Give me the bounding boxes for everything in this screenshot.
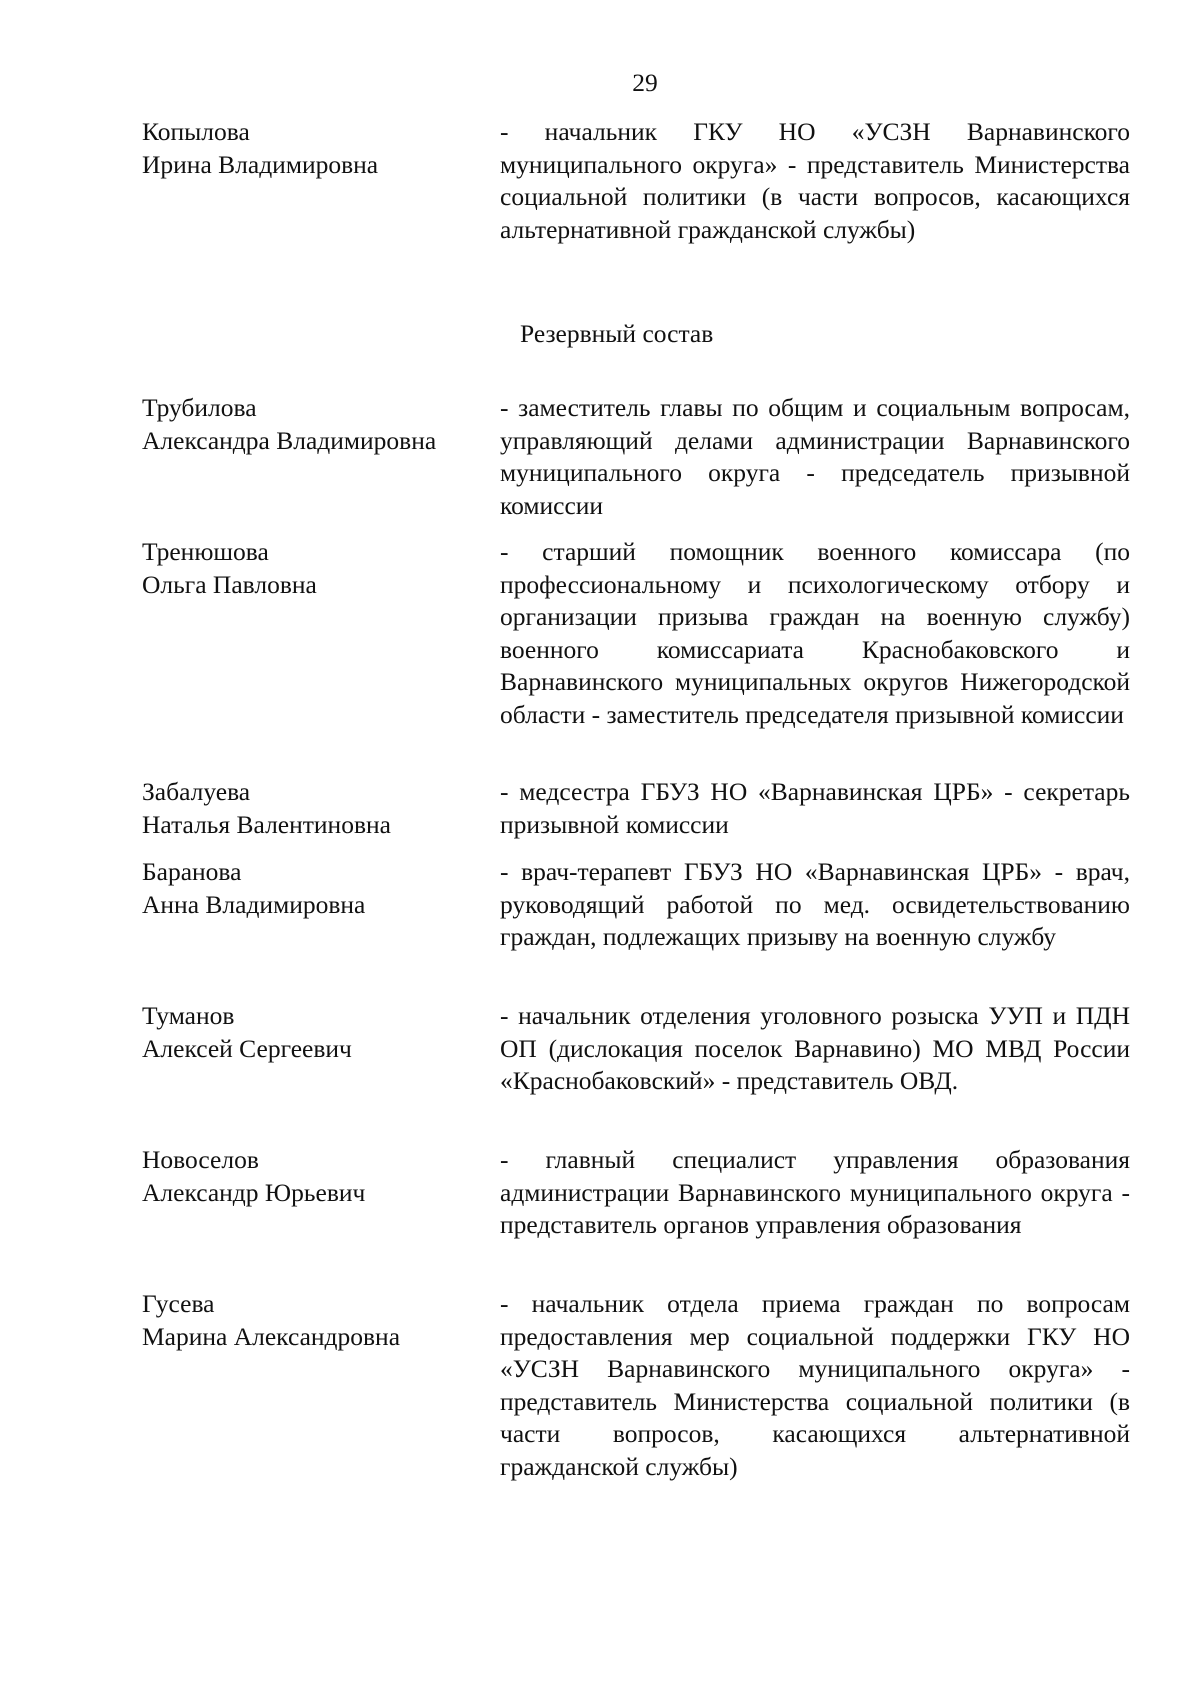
member-role: - старший помощник военного комиссара (по профессиональному и психологическому отбору и организации призыва граждан на военную службу) военного комиссариата Краснобаковского и Варнавинского муниципальных округов Нижегородской области - заместитель председателя призывной комиссии: [500, 537, 1130, 729]
member-name: [142, 776, 502, 841]
member-role: - врач-терапевт ГБУЗ НО «Варнавинская ЦРБ» - врач, руководящий работой по мед. освидетельствованию граждан, подлежащих призыву на военную службу: [500, 857, 1130, 952]
member-given-names: Александра Владимировна: [142, 425, 437, 455]
member-name: [142, 536, 502, 601]
member-given-names: Наталья Валентиновна: [142, 809, 391, 839]
member-surname: Копылова: [142, 117, 250, 146]
member-surname: Тренюшова: [142, 537, 269, 566]
reserve-heading: Резервный состав: [520, 319, 714, 348]
member-role: - начальник отдела приема граждан по вопросам предоставления мер социальной поддержки ГКУ НО «УСЗН Варнавинского муниципального округа» - представитель Министерства социальной политики (в части вопросов, касающихся альтернативной гражданской службы): [500, 1289, 1130, 1481]
member-name: [142, 856, 502, 921]
member-name: [142, 392, 502, 457]
member-name: [142, 1000, 502, 1065]
member-given-names: Ольга Павловна: [142, 569, 317, 599]
member-role: - заместитель главы по общим и социальным вопросам, управляющий делами администрации Варнавинского муниципального округа - председатель призывной комиссии: [500, 393, 1130, 520]
member-surname: Гусева: [142, 1289, 215, 1318]
page-number: 29: [632, 68, 658, 97]
member-role: - главный специалист управления образования администрации Варнавинского муниципального округа - представитель органов управления образования: [500, 1145, 1130, 1240]
member-given-names: Анна Владимировна: [142, 889, 366, 919]
member-given-names: Марина Александровна: [142, 1321, 401, 1351]
member-given-names: Алексей Сергеевич: [142, 1033, 352, 1063]
member-surname: Баранова: [142, 857, 242, 886]
member-role: - начальник ГКУ НО «УСЗН Варнавинского муниципального округа» - представитель Министерства социальной политики (в части вопросов, касающихся альтернативной гражданской службы): [500, 117, 1130, 244]
member-surname: Туманов: [142, 1001, 235, 1030]
member-surname: Трубилова: [142, 393, 257, 422]
member-surname: Забалуева: [142, 777, 251, 806]
member-name: [142, 1288, 502, 1353]
member-name: [142, 1144, 502, 1209]
member-given-names: Ирина Владимировна: [142, 149, 379, 179]
member-surname: Новоселов: [142, 1145, 259, 1174]
member-role: - медсестра ГБУЗ НО «Варнавинская ЦРБ» - секретарь призывной комиссии: [500, 777, 1130, 839]
member-given-names: Александр Юрьевич: [142, 1177, 366, 1207]
member-name: [142, 116, 502, 181]
member-role: - начальник отделения уголовного розыска УУП и ПДН ОП (дислокация поселок Варнавино) МО МВД России «Краснобаковский» - представитель ОВД.: [500, 1001, 1130, 1096]
